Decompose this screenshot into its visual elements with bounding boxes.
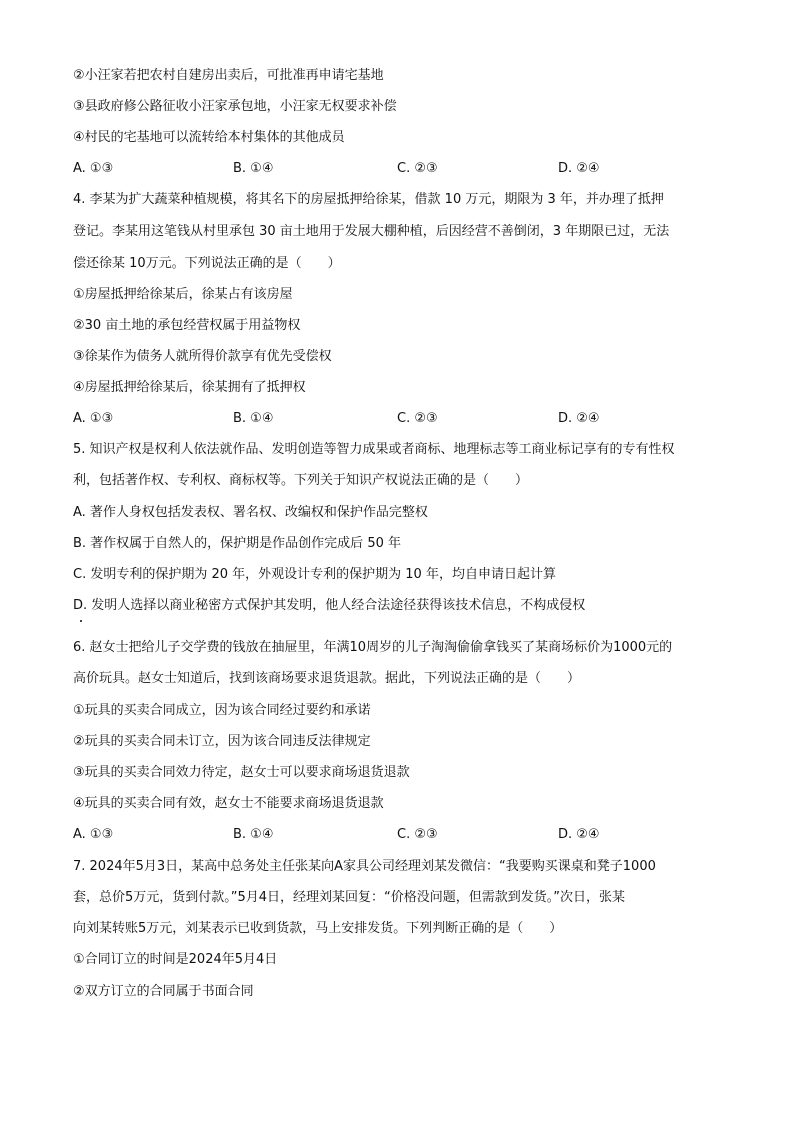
q5-option-a: A. 著作人身权包括发表权、署名权、改编权和保护作品完整权 — [73, 505, 428, 520]
q3-statement-4: ④村民的宅基地可以流转给本村集体的其他成员 — [73, 130, 345, 145]
q6-option-d: D. ②④ — [558, 827, 600, 842]
q4-statement-1: ①房屋抵押给徐某后，徐某占有该房屋 — [73, 287, 293, 302]
q4-option-d: D. ②④ — [558, 411, 600, 426]
q6-stem-line-1: 6. 赵女士把给儿子交学费的钱放在抽屉里，年满10周岁的儿子淘淘偷偷拿钱买了某商场标价为1000元的 — [73, 640, 673, 655]
q6-statement-4: ④玩具的买卖合同有效，赵女士不能要求商场退货退款 — [73, 796, 384, 811]
q5-stem-line-2: 利，包括著作权、专利权、商标权等。下列关于知识产权说法正确的是（ ） — [73, 473, 529, 488]
q3-option-d: D. ②④ — [558, 161, 600, 176]
stray-mark — [80, 620, 82, 622]
q6-statement-3: ③玩具的买卖合同效力待定，赵女士可以要求商场退货退款 — [73, 765, 410, 780]
q4-stem-line-1: 4. 李某为扩大蔬菜种植规模，将其名下的房屋抵押给徐某，借款 10 万元，期限为 3 年，并办理了抵押 — [73, 192, 664, 207]
q3-statement-3: ③县政府修公路征收小汪家承包地，小汪家无权要求补偿 — [73, 99, 397, 114]
q7-stem-line-3: 向刘某转账5万元，刘某表示已收到货款，马上安排发货。下列判断正确的是（ ） — [73, 921, 563, 936]
q5-stem-line-1: 5. 知识产权是权利人依法就作品、发明创造等智力成果或者商标、地理标志等工商业标记享有的专有性权 — [73, 442, 675, 457]
q7-stem-line-2: 套，总价5万元，货到付款。”5月4日，经理刘某回复：“价格没问题，但需款到发货。”次日，张某 — [73, 890, 626, 905]
q6-statement-1: ①玩具的买卖合同成立，因为该合同经过要约和承诺 — [73, 703, 371, 718]
q3-option-a: A. ①③ — [73, 161, 114, 176]
q7-stem-line-1: 7. 2024年5月3日，某高中总务处主任张某向A家具公司经理刘某发微信：“我要购买课桌和凳子1000 — [73, 859, 656, 874]
q7-statement-1: ①合同订立的时间是2024年5月4日 — [73, 952, 278, 967]
q4-stem-line-3: 偿还徐某 10万元。下列说法正确的是（ ） — [73, 256, 341, 271]
q3-option-c: C. ②③ — [397, 161, 438, 176]
q4-statement-3: ③徐某作为债务人就所得价款享有优先受偿权 — [73, 349, 332, 364]
q6-option-c: C. ②③ — [397, 827, 438, 842]
q6-option-a: A. ①③ — [73, 827, 114, 842]
q4-option-a: A. ①③ — [73, 411, 114, 426]
q7-statement-2: ②双方订立的合同属于书面合同 — [73, 984, 254, 999]
q6-stem-line-2: 高价玩具。赵女士知道后，找到该商场要求退货退款。据此，下列说法正确的是（ ） — [73, 671, 581, 686]
q4-option-b: B. ①④ — [233, 411, 274, 426]
q4-statement-2: ②30 亩土地的承包经营权属于用益物权 — [73, 318, 301, 333]
q3-option-b: B. ①④ — [233, 161, 274, 176]
q3-statement-2: ②小汪家若把农村自建房出卖后，可批准再申请宅基地 — [73, 68, 384, 83]
q5-option-c: C. 发明专利的保护期为 20 年，外观设计专利的保护期为 10 年，均自申请日起计算 — [73, 567, 556, 582]
q5-option-d: D. 发明人选择以商业秘密方式保护其发明，他人经合法途径获得该技术信息，不构成侵权 — [73, 598, 586, 613]
q4-statement-4: ④房屋抵押给徐某后，徐某拥有了抵押权 — [73, 380, 306, 395]
q5-option-b: B. 著作权属于自然人的，保护期是作品创作完成后 50 年 — [73, 536, 401, 551]
q4-option-c: C. ②③ — [397, 411, 438, 426]
q6-statement-2: ②玩具的买卖合同未订立，因为该合同违反法律规定 — [73, 734, 371, 749]
q6-option-b: B. ①④ — [233, 827, 274, 842]
q4-stem-line-2: 登记。李某用这笔钱从村里承包 30 亩土地用于发展大棚种植，后因经营不善倒闭，3 年期限已过，无法 — [73, 224, 670, 239]
